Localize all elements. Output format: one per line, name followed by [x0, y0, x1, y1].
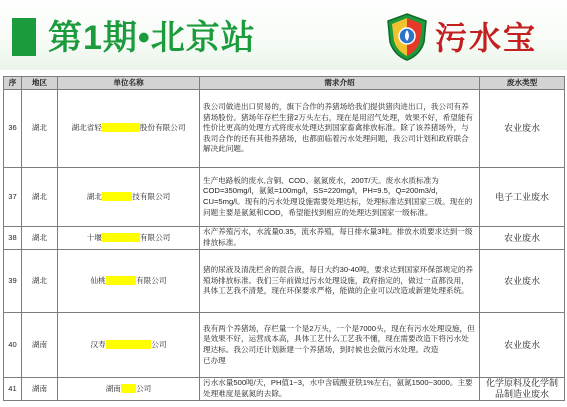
company-prefix: 汉寿 [90, 339, 106, 349]
row-area: 湖北 [22, 168, 58, 227]
company-suffix: 公司 [136, 383, 152, 393]
company-suffix: 有限公司 [139, 232, 171, 242]
table-row [4, 90, 565, 168]
page-title: 第1期•北京站 [48, 19, 256, 57]
description-text: 水产养殖污水，水流量0.35，流水养殖，每日排水量3吨。排放水质要求达到一级排放标准。 [203, 227, 473, 247]
table-row [4, 168, 565, 227]
col-header-area: 地区 [22, 77, 58, 90]
table-header-row [4, 77, 565, 90]
company-suffix: 公司 [151, 339, 167, 349]
redaction-mark: 工集团股份 [101, 123, 140, 133]
company-suffix: 股份有限公司 [139, 123, 186, 133]
company-prefix: 湖南 [105, 383, 121, 393]
row-description [200, 378, 480, 401]
row-wastewater-type: 电子工业废水 [480, 168, 565, 227]
row-description [200, 227, 480, 250]
company-prefix: 十堰 [86, 232, 102, 242]
row-wastewater-type: 农业废水 [480, 250, 565, 313]
brand-logo [385, 12, 555, 62]
row-company [58, 90, 200, 168]
row-area: 湖北 [22, 250, 58, 313]
row-area: 湖北 [22, 227, 58, 250]
col-header-no: 序 [4, 77, 22, 90]
row-description [200, 313, 480, 378]
row-company [58, 250, 200, 313]
redaction-mark: 化工 [120, 383, 137, 393]
redaction-mark: 养殖专业合作 [105, 339, 152, 349]
header-banner [0, 0, 567, 70]
row-company [58, 168, 200, 227]
row-wastewater-type: 农业废水 [480, 227, 565, 250]
row-area: 湖南 [22, 378, 58, 401]
col-header-name: 单位名称 [58, 77, 200, 90]
accent-bar [12, 18, 36, 56]
row-company [58, 378, 200, 401]
redaction-mark: 生态养殖 [105, 275, 137, 285]
row-area: 湖北 [22, 90, 58, 168]
company-suffix: 技有限公司 [132, 191, 171, 201]
row-description [200, 250, 480, 313]
table-row [4, 378, 565, 401]
row-number: 38 [4, 227, 22, 250]
row-wastewater-type: 农业废水 [480, 90, 565, 168]
col-header-type: 废水类型 [480, 77, 565, 90]
row-number: 40 [4, 313, 22, 378]
row-description [200, 90, 480, 168]
row-number: 37 [4, 168, 22, 227]
row-wastewater-type: 农业废水 [480, 313, 565, 378]
shield-logo-icon [385, 12, 429, 62]
redaction-mark: 电子科技 [101, 191, 133, 201]
row-number: 36 [4, 90, 22, 168]
brand-name: 污水宝 [435, 19, 538, 57]
demand-table [3, 76, 565, 401]
company-prefix: 仙桃 [90, 275, 106, 285]
row-number: 39 [4, 250, 22, 313]
row-wastewater-type: 化学原料及化学制品制造业废水 [480, 378, 565, 401]
description-text: 我公司做进出口贸易的，旗下合作的养猪场给我们提供猪肉进出口，我公司有养猪场股份。猪场年存栏生猪2万头左右，现在是用沼气处理，效果不好，希望能有性价比更高的处理方式将废水处理达到国家畜禽排放标准。除了该养猪场外，与我司合作的还有其他养猪场，也都面临着污水处理问题，我公司计划和政府联合解决此问题。 [203, 102, 474, 154]
col-header-desc: 需求介绍 [200, 77, 480, 90]
row-description [200, 168, 480, 227]
description-text: 生产电路板的废水,含铜、COD、氨氮废水，200T/天。废水水质标准为COD=350mg/l，氨氮=100mg/l，SS=220mg/l，PH=9.5，Q=200m3/d，CU=5mg/l。现有的污水处理设施需要处理达标，处理标准达到国家三级。现在的问题主要是氨氮和COD，希望能找到相应的处理达到国家一级标准。 [203, 175, 473, 217]
row-company [58, 313, 200, 378]
row-company [58, 227, 200, 250]
redaction-mark: 食品有限公 [101, 232, 140, 242]
description-text: 我有两个养猪场，存栏量一个是2万头，一个是7000头，现在有污水处理设施，但是效果不好，运营成本高，具体工艺什么工艺我不懂，现在需要改造下将污水处理达标。我公司还计划新建一个养猪场，到时候也会做污水处理。改造 已办理 [203, 323, 475, 365]
table-row [4, 313, 565, 378]
row-number: 41 [4, 378, 22, 401]
company-prefix: 湖北 [86, 191, 102, 201]
description-text: 猪的尿液及清洗栏舍的混合液，每日大约30-40吨，要求达到国家环保部规定的养殖场排放标准。我们三年前做过污水处理设施，政府指定的，做过一直都没用，具体工艺我不清楚，现在环保要求严格，能做的企业可以改造或新建处理系统。 [203, 265, 474, 296]
description-text: 污水水量500吨/天，PH值1~3，水中含硫酸亚铁1%左右，氨氮1500~3000。主要处理难度是氨氮的去除。 [203, 378, 473, 398]
company-suffix: 有限公司 [136, 275, 167, 285]
table-row [4, 227, 565, 250]
table-row [4, 250, 565, 313]
company-prefix: 湖北省轻 [71, 123, 102, 133]
row-area: 湖南 [22, 313, 58, 378]
